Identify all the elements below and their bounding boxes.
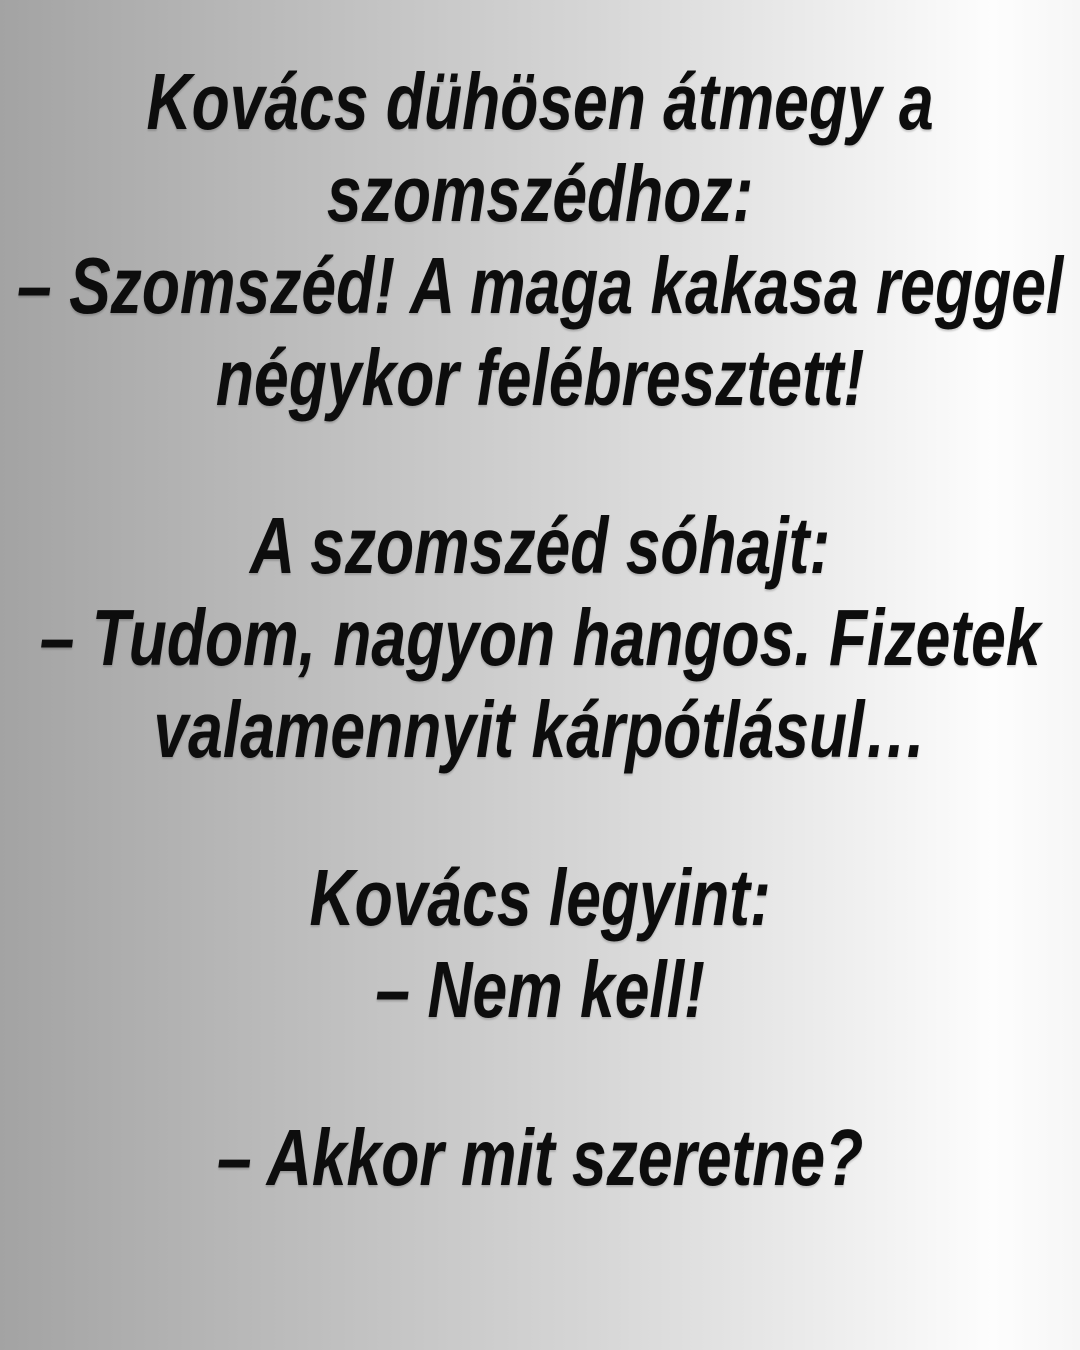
joke-line: valamennyit kárpótlásul…: [153, 685, 927, 774]
joke-paragraph-4: [0, 1112, 1080, 1204]
joke-line: Kovács legyint:: [309, 853, 771, 942]
joke-line: szomszédhoz:: [326, 149, 754, 238]
joke-line: A szomszéd sóhajt:: [250, 501, 831, 590]
joke-line: – Nem kell!: [375, 945, 705, 1034]
joke-paragraph-2: [0, 500, 1080, 776]
joke-line: – Szomszéd! A maga kakasa reggel: [17, 241, 1064, 330]
joke-line: Kovács dühösen átmegy a: [146, 57, 934, 146]
joke-line: – Tudom, nagyon hangos. Fizetek: [39, 593, 1041, 682]
joke-line: – Akkor mit szeretne?: [217, 1113, 864, 1202]
joke-paragraph-1: [0, 56, 1080, 424]
joke-line: négykor felébresztett!: [215, 333, 865, 422]
joke-paragraph-3: [0, 852, 1080, 1036]
